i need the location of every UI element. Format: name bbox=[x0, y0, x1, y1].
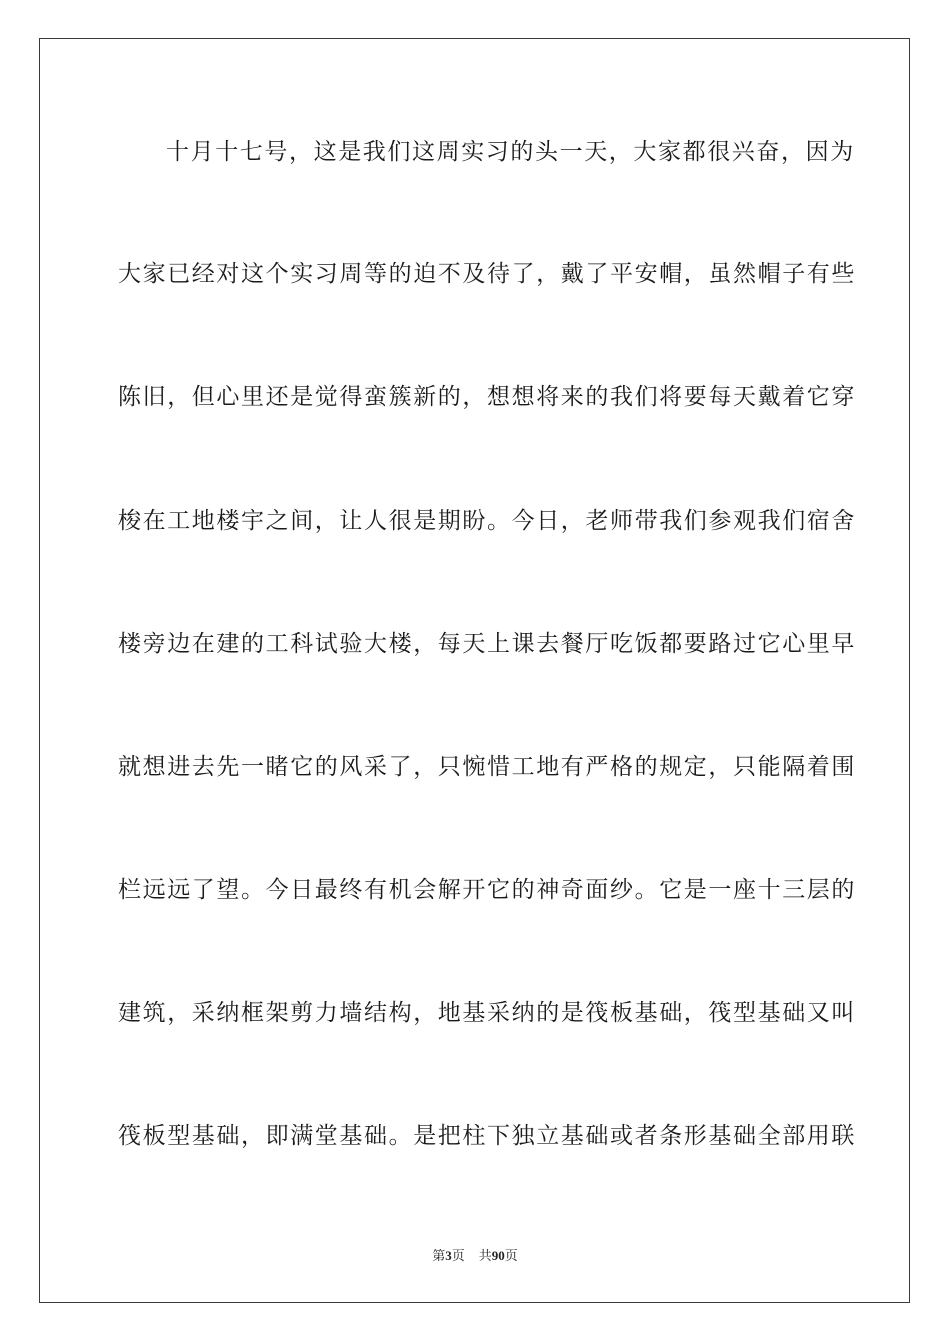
paragraph-line-5: 楼旁边在建的工科试验大楼，每天上课去餐厅吃饭都要路过它心里早 bbox=[118, 631, 856, 657]
footer-page-number: 3 bbox=[445, 1248, 452, 1263]
paragraph-line-8: 建筑，采纳框架剪力墙结构，地基采纳的是筏板基础，筏型基础又叫 bbox=[118, 1000, 856, 1026]
paragraph-line-3: 陈旧，但心里还是觉得蛮簇新的，想想将来的我们将要每天戴着它穿 bbox=[118, 384, 856, 410]
page-border bbox=[39, 38, 910, 1303]
paragraph-line-7: 栏远远了望。今日最终有机会解开它的神奇面纱。它是一座十三层的 bbox=[118, 877, 856, 903]
page-footer bbox=[0, 1247, 950, 1266]
footer-total-prefix: 共 bbox=[478, 1249, 492, 1264]
footer-page-prefix: 第 bbox=[432, 1249, 446, 1264]
paragraph-line-4: 梭在工地楼宇之间，让人很是期盼。今日，老师带我们参观我们宿舍 bbox=[118, 508, 856, 534]
footer-total-suffix: 页 bbox=[504, 1249, 518, 1264]
paragraph-line-6: 就想进去先一睹它的风采了，只惋惜工地有严格的规定，只能隔着围 bbox=[118, 754, 856, 780]
footer-page-suffix: 页 bbox=[451, 1249, 465, 1264]
paragraph-line-2: 大家已经对这个实习周等的迫不及待了，戴了平安帽，虽然帽子有些 bbox=[118, 261, 856, 287]
footer-total-pages: 90 bbox=[491, 1248, 505, 1263]
paragraph-line-9: 筏板型基础，即满堂基础。是把柱下独立基础或者条形基础全部用联 bbox=[118, 1123, 856, 1149]
paragraph-line-1: 十月十七号，这是我们这周实习的头一天，大家都很兴奋，因为 bbox=[166, 139, 855, 165]
